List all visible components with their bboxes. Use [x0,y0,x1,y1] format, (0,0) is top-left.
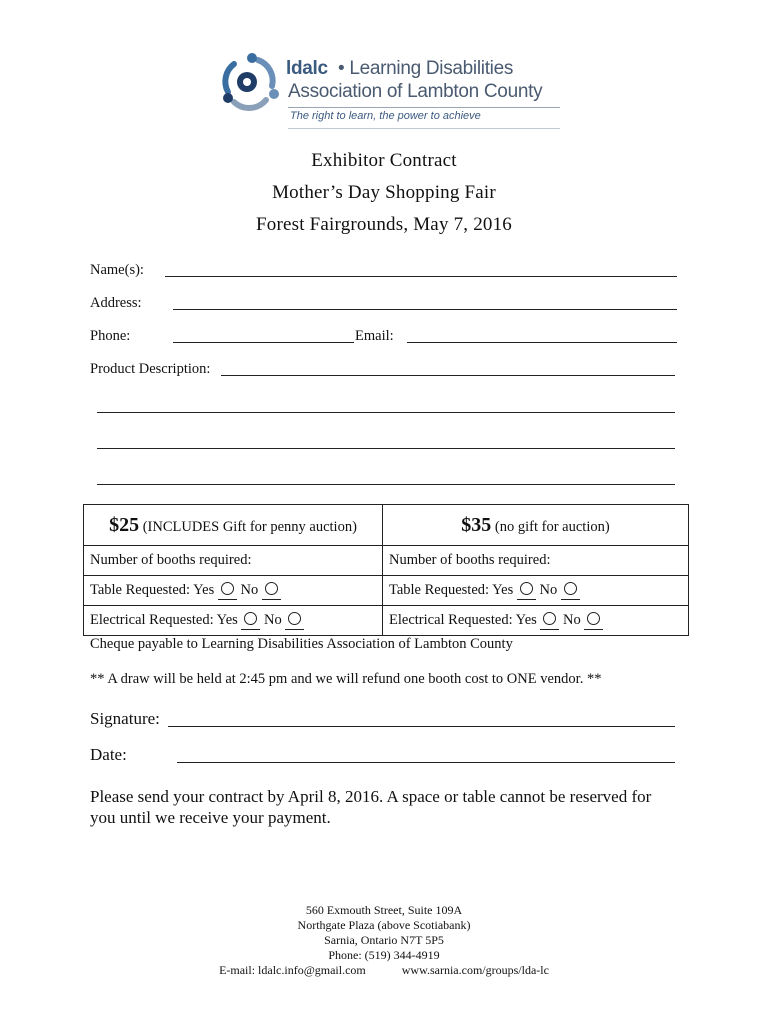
email-label: Email: [355,328,394,344]
signature-field[interactable] [168,712,675,727]
no-label: No [264,611,282,628]
names-label: Name(s): [90,262,144,278]
no-label: No [539,581,558,598]
phone-label: Phone: [90,328,131,344]
product-description-line-2[interactable] [97,398,675,413]
table-row [84,505,689,546]
product-description-line-3[interactable] [97,434,675,449]
phone-field[interactable] [173,328,354,343]
deadline-line-1: Please send your contract by April 8, 2016. A space or table cannot be reserved for [90,787,652,806]
date-label: Date: [90,745,127,764]
electrical-no-radio[interactable] [288,612,301,625]
option-25-description: (INCLUDES Gift for penny auction) [142,518,357,535]
product-description-line-4[interactable] [97,470,675,485]
logo-divider-bottom [288,128,560,129]
booth-options-table [83,504,689,636]
footer-address-2: Northgate Plaza (above Scotiabank) [297,918,471,932]
option-35-header [383,505,689,546]
option-25-header [84,505,383,546]
date-field[interactable] [177,748,675,763]
footer-address-1: 560 Exmouth Street, Suite 109A [305,903,463,917]
deadline-line-2: you until we receive your payment. [90,808,331,827]
footer-phone: Phone: (519) 344-4919 [328,948,440,962]
people-circle-icon [220,52,282,114]
table-no-radio[interactable] [564,582,577,595]
table-no-radio[interactable] [265,582,278,595]
table-yes-radio[interactable] [520,582,533,595]
event-location-date: Forest Fairgrounds, May 7, 2016 [255,214,512,235]
logo-tagline: The right to learn, the power to achieve [290,110,481,122]
table-requested-label: Table Requested: Yes [389,581,514,598]
no-label: No [240,581,259,598]
no-label: No [563,611,581,628]
footer-address-3: Sarnia, Ontario N7T 5P5 [324,933,444,947]
electrical-yes-radio[interactable] [244,612,257,625]
electrical-request-cell-25 [84,606,383,636]
option-25-price: $25 [109,513,140,536]
address-label: Address: [90,295,142,311]
names-field[interactable] [165,262,677,277]
footer-contact [0,963,768,978]
option-35-description: (no gift for auction) [494,518,610,535]
electrical-yes-radio[interactable] [543,612,556,625]
table-row [84,546,689,576]
table-requested-label: Table Requested: Yes [90,581,215,598]
logo-name-line2: Association of Lambton County [288,81,543,102]
logo-divider [288,107,560,108]
signature-label: Signature: [90,709,160,728]
footer-email[interactable]: E-mail: ldalc.info@gmail.com [219,963,366,977]
logo-short-name: ldalc [286,58,328,79]
address-field[interactable] [173,295,677,310]
table-yes-radio[interactable] [221,582,234,595]
document-title: Exhibitor Contract [311,150,457,171]
electrical-no-radio[interactable] [587,612,600,625]
electrical-request-cell-35 [383,606,689,636]
booths-label: Number of booths required: [389,552,551,568]
electrical-requested-label: Electrical Requested: Yes [90,611,238,628]
table-row [84,576,689,606]
table-row [84,606,689,636]
option-35-price: $35 [461,513,492,536]
table-request-cell-35 [383,576,689,606]
booths-cell-25[interactable] [84,546,383,576]
draw-note: ** A draw will be held at 2:45 pm and we will refund one booth cost to ONE vendor. ** [90,671,602,687]
table-request-cell-25 [84,576,383,606]
booths-cell-35[interactable] [383,546,689,576]
electrical-requested-label: Electrical Requested: Yes [389,611,537,628]
cheque-note: Cheque payable to Learning Disabilities Association of Lambton County [90,636,513,652]
booths-label: Number of booths required: [90,552,252,568]
product-description-field[interactable] [221,361,675,376]
organization-logo [220,52,565,132]
logo-name-line1: • Learning Disabilities [338,58,514,79]
footer-website[interactable]: www.sarnia.com/groups/lda-lc [401,963,549,977]
event-name: Mother’s Day Shopping Fair [272,182,496,203]
email-field[interactable] [407,328,677,343]
product-description-label: Product Description: [90,361,211,377]
